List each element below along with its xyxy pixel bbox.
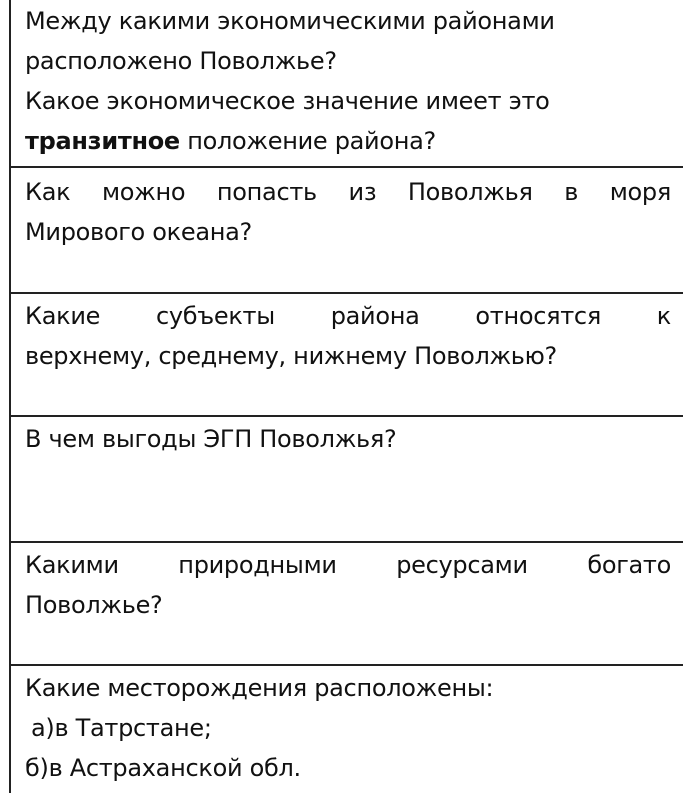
question-6-line-2: а)в Татрстане; — [31, 714, 212, 742]
question-1-line-3: Какое экономическое значение имеет это — [25, 87, 550, 115]
question-row-2 — [11, 168, 683, 294]
word: относятся — [475, 302, 601, 330]
word: субъекты — [155, 302, 275, 330]
word: к — [656, 302, 671, 330]
word: моря — [609, 178, 671, 206]
questions-table — [9, 0, 683, 793]
question-1-line-1: Между какими экономическими районами — [25, 7, 555, 35]
question-5-line-2: Поволжье? — [25, 591, 163, 619]
question-2-line-2: Мирового океана? — [25, 218, 252, 246]
word: Какие — [25, 302, 101, 330]
question-row-4 — [11, 417, 683, 543]
question-row-6 — [11, 666, 683, 793]
question-row-5 — [11, 543, 683, 666]
word: района — [330, 302, 420, 330]
question-4-line-1: В чем выгоды ЭГП Поволжья? — [25, 425, 397, 453]
question-1-line-2: расположено Поволжье? — [25, 47, 337, 75]
question-3-line-1 — [25, 296, 671, 336]
question-2-line-1 — [25, 172, 671, 212]
word: ресурсами — [396, 551, 528, 579]
question-row-3 — [11, 294, 683, 417]
question-1-bold-word: транзитное — [25, 127, 180, 155]
word: природными — [178, 551, 337, 579]
question-1-rest: положение района? — [179, 127, 436, 155]
word: Как — [25, 178, 71, 206]
question-row-1 — [11, 0, 683, 168]
word: из — [348, 178, 377, 206]
question-1-line-4 — [25, 121, 671, 161]
word: в — [564, 178, 579, 206]
word: попасть — [216, 178, 317, 206]
word: Поволжья — [407, 178, 533, 206]
word: Какими — [25, 551, 119, 579]
word: богато — [587, 551, 671, 579]
word: можно — [101, 178, 186, 206]
question-3-line-2: верхнему, среднему, нижнему Поволжью? — [25, 342, 557, 370]
question-6-line-3: б)в Астраханской обл. — [25, 754, 301, 782]
question-5-line-1 — [25, 545, 671, 585]
question-6-line-1: Какие месторождения расположены: — [25, 674, 494, 702]
